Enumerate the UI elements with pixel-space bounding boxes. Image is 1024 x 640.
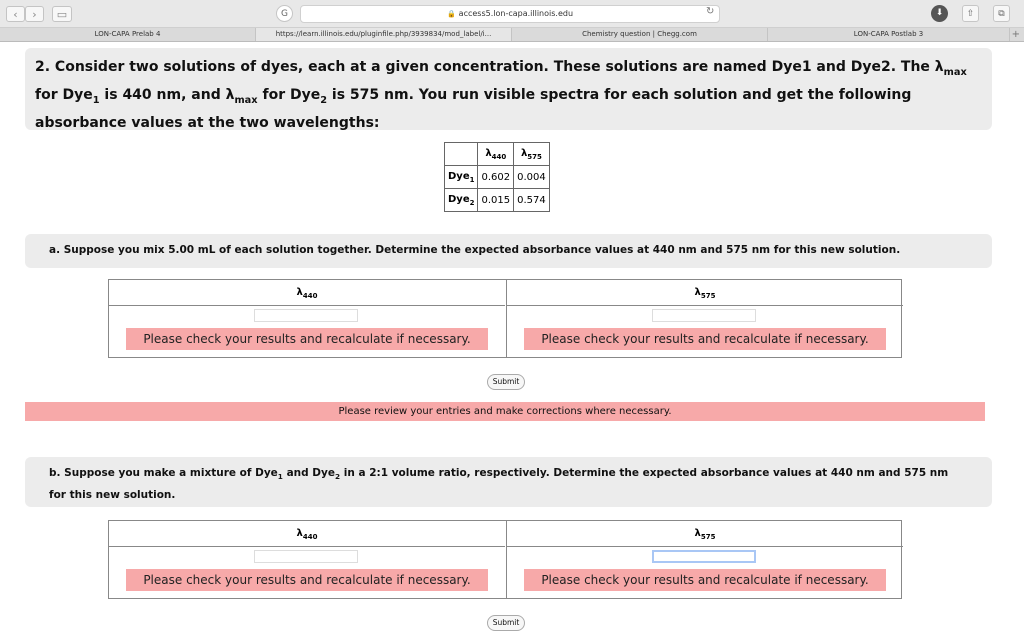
- part-a-submit-button[interactable]: Submit: [487, 374, 525, 390]
- question-header: [25, 48, 992, 130]
- part-b-col-440: [109, 521, 505, 598]
- url-text: access5.lon-capa.illinois.edu: [458, 9, 574, 18]
- address-bar[interactable]: [300, 5, 720, 23]
- new-tab-icon[interactable]: +: [1011, 29, 1020, 40]
- tab-pluginfile[interactable]: https://learn.illinois.edu/pluginfile.php/3939834/mod_label/i...: [256, 28, 512, 41]
- table-col-440: $\lambda_{440}$: [478, 143, 514, 166]
- cell-dye2-575: 0.574: [514, 189, 550, 212]
- table-row: [445, 189, 550, 212]
- part-b-head-440: $\lambda_{440}$: [109, 521, 505, 547]
- forward-icon[interactable]: ›: [25, 6, 44, 22]
- reload-icon[interactable]: ↻: [706, 6, 715, 17]
- table-col-575: $\lambda_{575}$: [514, 143, 550, 166]
- grammarly-icon[interactable]: G: [276, 5, 293, 22]
- part-b-warning-440: Please check your results and recalculate if necessary.: [126, 569, 488, 591]
- part-a-prompt: a. Suppose you mix 5.00 mL of each solution together. Determine the expected absorbance values at 440 nm and 575 nm for this new solution.: [25, 234, 992, 268]
- part-a-warning-575: Please check your results and recalculate if necessary.: [524, 328, 886, 350]
- part-a-input-440[interactable]: [254, 309, 358, 322]
- part-a-col-575: [506, 280, 903, 357]
- review-message: Please review your entries and make corrections where necessary.: [25, 402, 985, 421]
- part-b-head-575: $\lambda_{575}$: [507, 521, 903, 547]
- part-a-input-575[interactable]: [652, 309, 756, 322]
- lock-icon: 🔒: [446, 10, 456, 18]
- part-b-answer-grid: [108, 520, 902, 599]
- row-label-dye1: Dye$_1$: [445, 166, 478, 189]
- tab-lon-capa-postlab[interactable]: LON-CAPA Postlab 3: [768, 28, 1010, 41]
- cell-dye2-440: 0.015: [478, 189, 514, 212]
- cell-dye1-440: 0.602: [478, 166, 514, 189]
- tab-lon-capa-prelab[interactable]: LON-CAPA Prelab 4: [0, 28, 256, 41]
- part-b-prompt-text: b. Suppose you make a mixture of Dye$_1$ and Dye$_2$ in a 2:1 volume ratio, respectively. Determine the expected absorbance values at 440 nm and 575 nm for this new solution.: [49, 467, 949, 502]
- cell-dye1-575: 0.004: [514, 166, 550, 189]
- part-a-head-440: $\lambda_{440}$: [109, 280, 505, 306]
- browser-toolbar: [0, 0, 1024, 28]
- back-icon[interactable]: ‹: [6, 6, 25, 22]
- part-a-head-575: $\lambda_{575}$: [507, 280, 903, 306]
- tab-chegg[interactable]: Chemistry question | Chegg.com: [512, 28, 768, 41]
- tab-bar: [0, 28, 1024, 42]
- part-b-warning-575: Please check your results and recalculate if necessary.: [524, 569, 886, 591]
- part-a-answer-grid: [108, 279, 902, 358]
- part-b-input-575[interactable]: [652, 550, 756, 563]
- part-a-warning-440: Please check your results and recalculate if necessary.: [126, 328, 488, 350]
- share-icon[interactable]: ⇧: [962, 5, 979, 22]
- absorbance-table: [444, 142, 550, 212]
- part-b-prompt: [25, 457, 992, 507]
- tabs-overview-icon[interactable]: ⧉: [993, 5, 1010, 22]
- table-corner: [445, 143, 478, 166]
- part-b-col-575: [506, 521, 903, 598]
- sidebar-icon[interactable]: ▭: [52, 6, 72, 22]
- question-text: 2. Consider two solutions of dyes, each at a given concentration. These solutions are named Dye1 and Dye2. The $\lambda_{max}$ for Dye$_1$ is 440 nm, and $\lambda_{max}$ for Dye$_2$ is 575 nm. You run visible spectra for each solution and get the following absorbance values at the two wavelengths:: [35, 59, 967, 131]
- row-label-dye2: Dye$_2$: [445, 189, 478, 212]
- table-row: [445, 166, 550, 189]
- part-a-col-440: [109, 280, 505, 357]
- part-b-submit-button[interactable]: Submit: [487, 615, 525, 631]
- part-b-input-440[interactable]: [254, 550, 358, 563]
- download-icon[interactable]: ⬇: [931, 5, 948, 22]
